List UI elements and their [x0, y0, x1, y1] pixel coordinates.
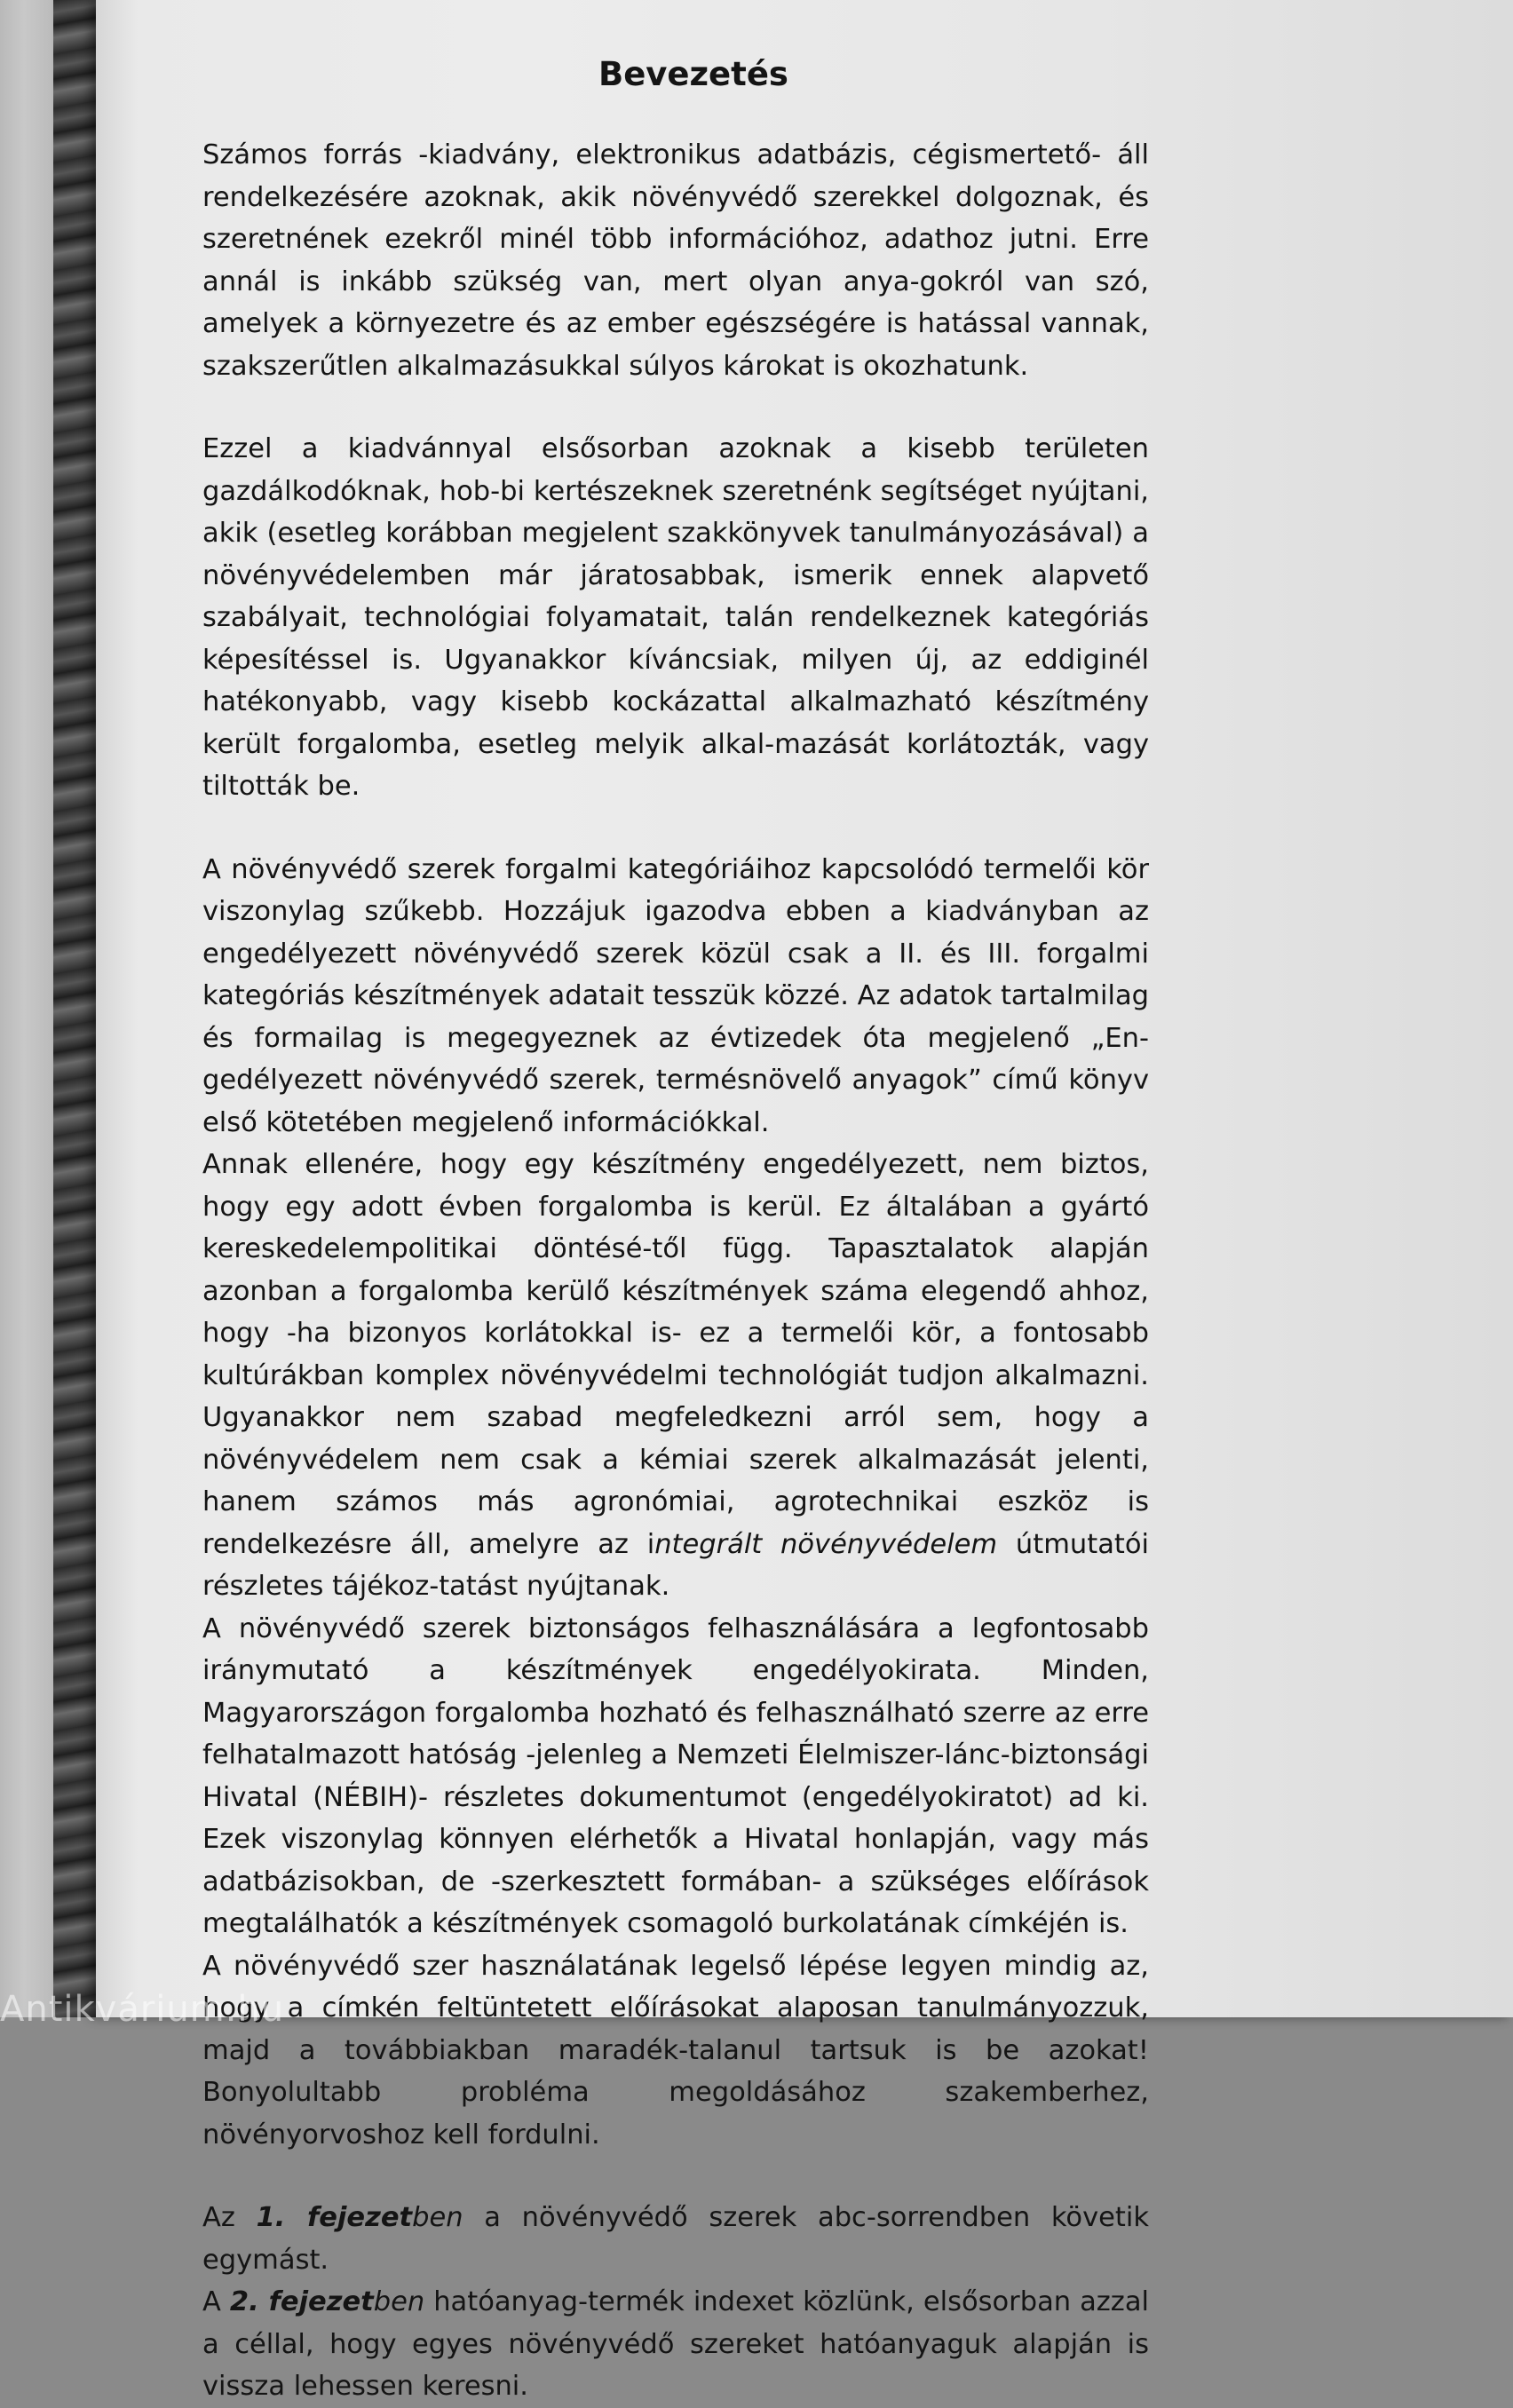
chapter-2-note [202, 2281, 1149, 2408]
chapter-2-prefix: A [202, 2286, 230, 2317]
page-title: Bevezetés [598, 55, 788, 93]
paragraph-2: Ezzel a kiadvánnyal elsősorban azoknak a kisebb területen gazdálkodóknak, hob-bi kertészeknek szeretnénk segítséget nyújtani, akik (esetleg korábban megjelent szakkönyvek tanulmányozásával) a növényvédelemben már járatosabbak, ismerik ennek alapvető szabályait, technológiai folyamatait, talán rendelkeznek kategóriás képesítéssel is. Ugyanakkor kíváncsiak, milyen új, az eddiginél hatékonyabb, vagy kisebb kockázattal alkalmazható készítmény került forgalomba, esetleg melyik alkal-mazását korlátozták, vagy tiltották be. [202, 433, 1149, 802]
paragraph-4-tail: útmutatói részletes tájékoz-tatást nyújtanak. [202, 1528, 1149, 1602]
book-cover-edge [53, 0, 98, 2017]
paragraph-6: A növényvédő szer használatának legelső lépése legyen mindig az, hogy a címkén feltüntetett előírásokat alaposan tanulmányozzuk, majd a továbbiakban maradék-talanul tartsuk is be azokat! Bonyolultabb probléma megoldásához szakemberhez, növényorvoshoz kell fordulni. [202, 1950, 1149, 2151]
chapter-2-number: 2. fejezet [229, 2286, 374, 2317]
integrated-plant-protection-term: ntegrált növényvédelem [654, 1528, 998, 1560]
chapter-1-number: 1. fejezet [256, 2202, 413, 2233]
watermark: Antikvárium.hu [0, 1989, 285, 2030]
paragraph-4 [202, 1144, 1149, 1608]
paragraph-1: Számos forrás -kiadvány, elektronikus adatbázis, cégismertető- áll rendelkezésére azoknak, akik növényvédő szerekkel dolgoznak, és szeretnének ezekről minél több információhoz, adathoz jutni. Erre annál is inkább szükség van, mert olyan anya-gokról van szó, amelyek a környezetre és az ember egészségére is hatással vannak, szakszerűtlen alkalmazásukkal súlyos károkat is okozhatunk. [202, 139, 1149, 382]
chapter-1-text: a növényvédő szerek abc-sorrendben követik egymást. [202, 2202, 1149, 2276]
chapter-2-suffix: ben [373, 2286, 425, 2317]
paragraph-3: A növényvédő szerek forgalmi kategóriáihoz kapcsolódó termelői kör viszonylag szűkebb. Hozzájuk igazodva ebben a kiadványban az engedélyezett növényvédő szerek közül csak a II. és III. forgalmi kategóriás készítmények adatait tesszük közzé. Az adatok tartalmilag és formailag is megegyeznek az évtizedek óta megjelenő „En-gedélyezett növényvédő szerek, termésnövelő anyagok” című könyv első kötetében megjelenő információkkal. [202, 853, 1149, 1138]
chapter-2-text: hatóanyag-termék indexet közlünk, elsősorban azzal a céllal, hogy egyes növényvédő szereket hatóanyaguk alapján is vissza lehessen keresni. [202, 2286, 1149, 2402]
chapter-1-note [202, 2197, 1149, 2281]
chapter-1-prefix: Az [202, 2202, 257, 2233]
paragraph-4-text: Annak ellenére, hogy egy készítmény engedélyezett, nem biztos, hogy egy adott évben forgalomba is kerül. Ez általában a gyártó kereskedelempolitikai döntésé-től függ. Tapasztalatok alapján azonban a forgalomba kerülő készítmények száma elegendő ahhoz, hogy -ha bizonyos korlátokkal is- ez a termelői kör, a fontosabb kultúrákban komplex növényvédelmi technológiát tudjon alkalmazni. Ugyanakkor nem szabad megfeledkezni arról sem, hogy a növényvédelem nem csak a kémiai szerek alkalmazását jelenti, hanem számos más agronómiai, agrotechnikai eszköz is rendelkezésre áll, amelyre az i [202, 1149, 1149, 1560]
chapter-1-suffix: ben [412, 2202, 463, 2233]
page-content [202, 44, 1149, 2408]
paragraph-5: A növényvédő szerek biztonságos felhasználására a legfontosabb iránymutató a készítmények engedélyokirata. Minden, Magyarországon forgalomba hozható és felhasználható szerre az erre felhatalmazott hatóság -jelenleg a Nemzeti Élelmiszer-lánc-biztonsági Hivatal (NÉBIH)- részletes dokumentumot (engedélyokiratot) ad ki. Ezek viszonylag könnyen elérhetők a Hivatal honlapján, vagy más adatbázisokban, de -szerkesztett formában- a szükséges előírások megtalálhatók a készítmények csomagoló burkolatának címkéjén is. [202, 1612, 1149, 1939]
